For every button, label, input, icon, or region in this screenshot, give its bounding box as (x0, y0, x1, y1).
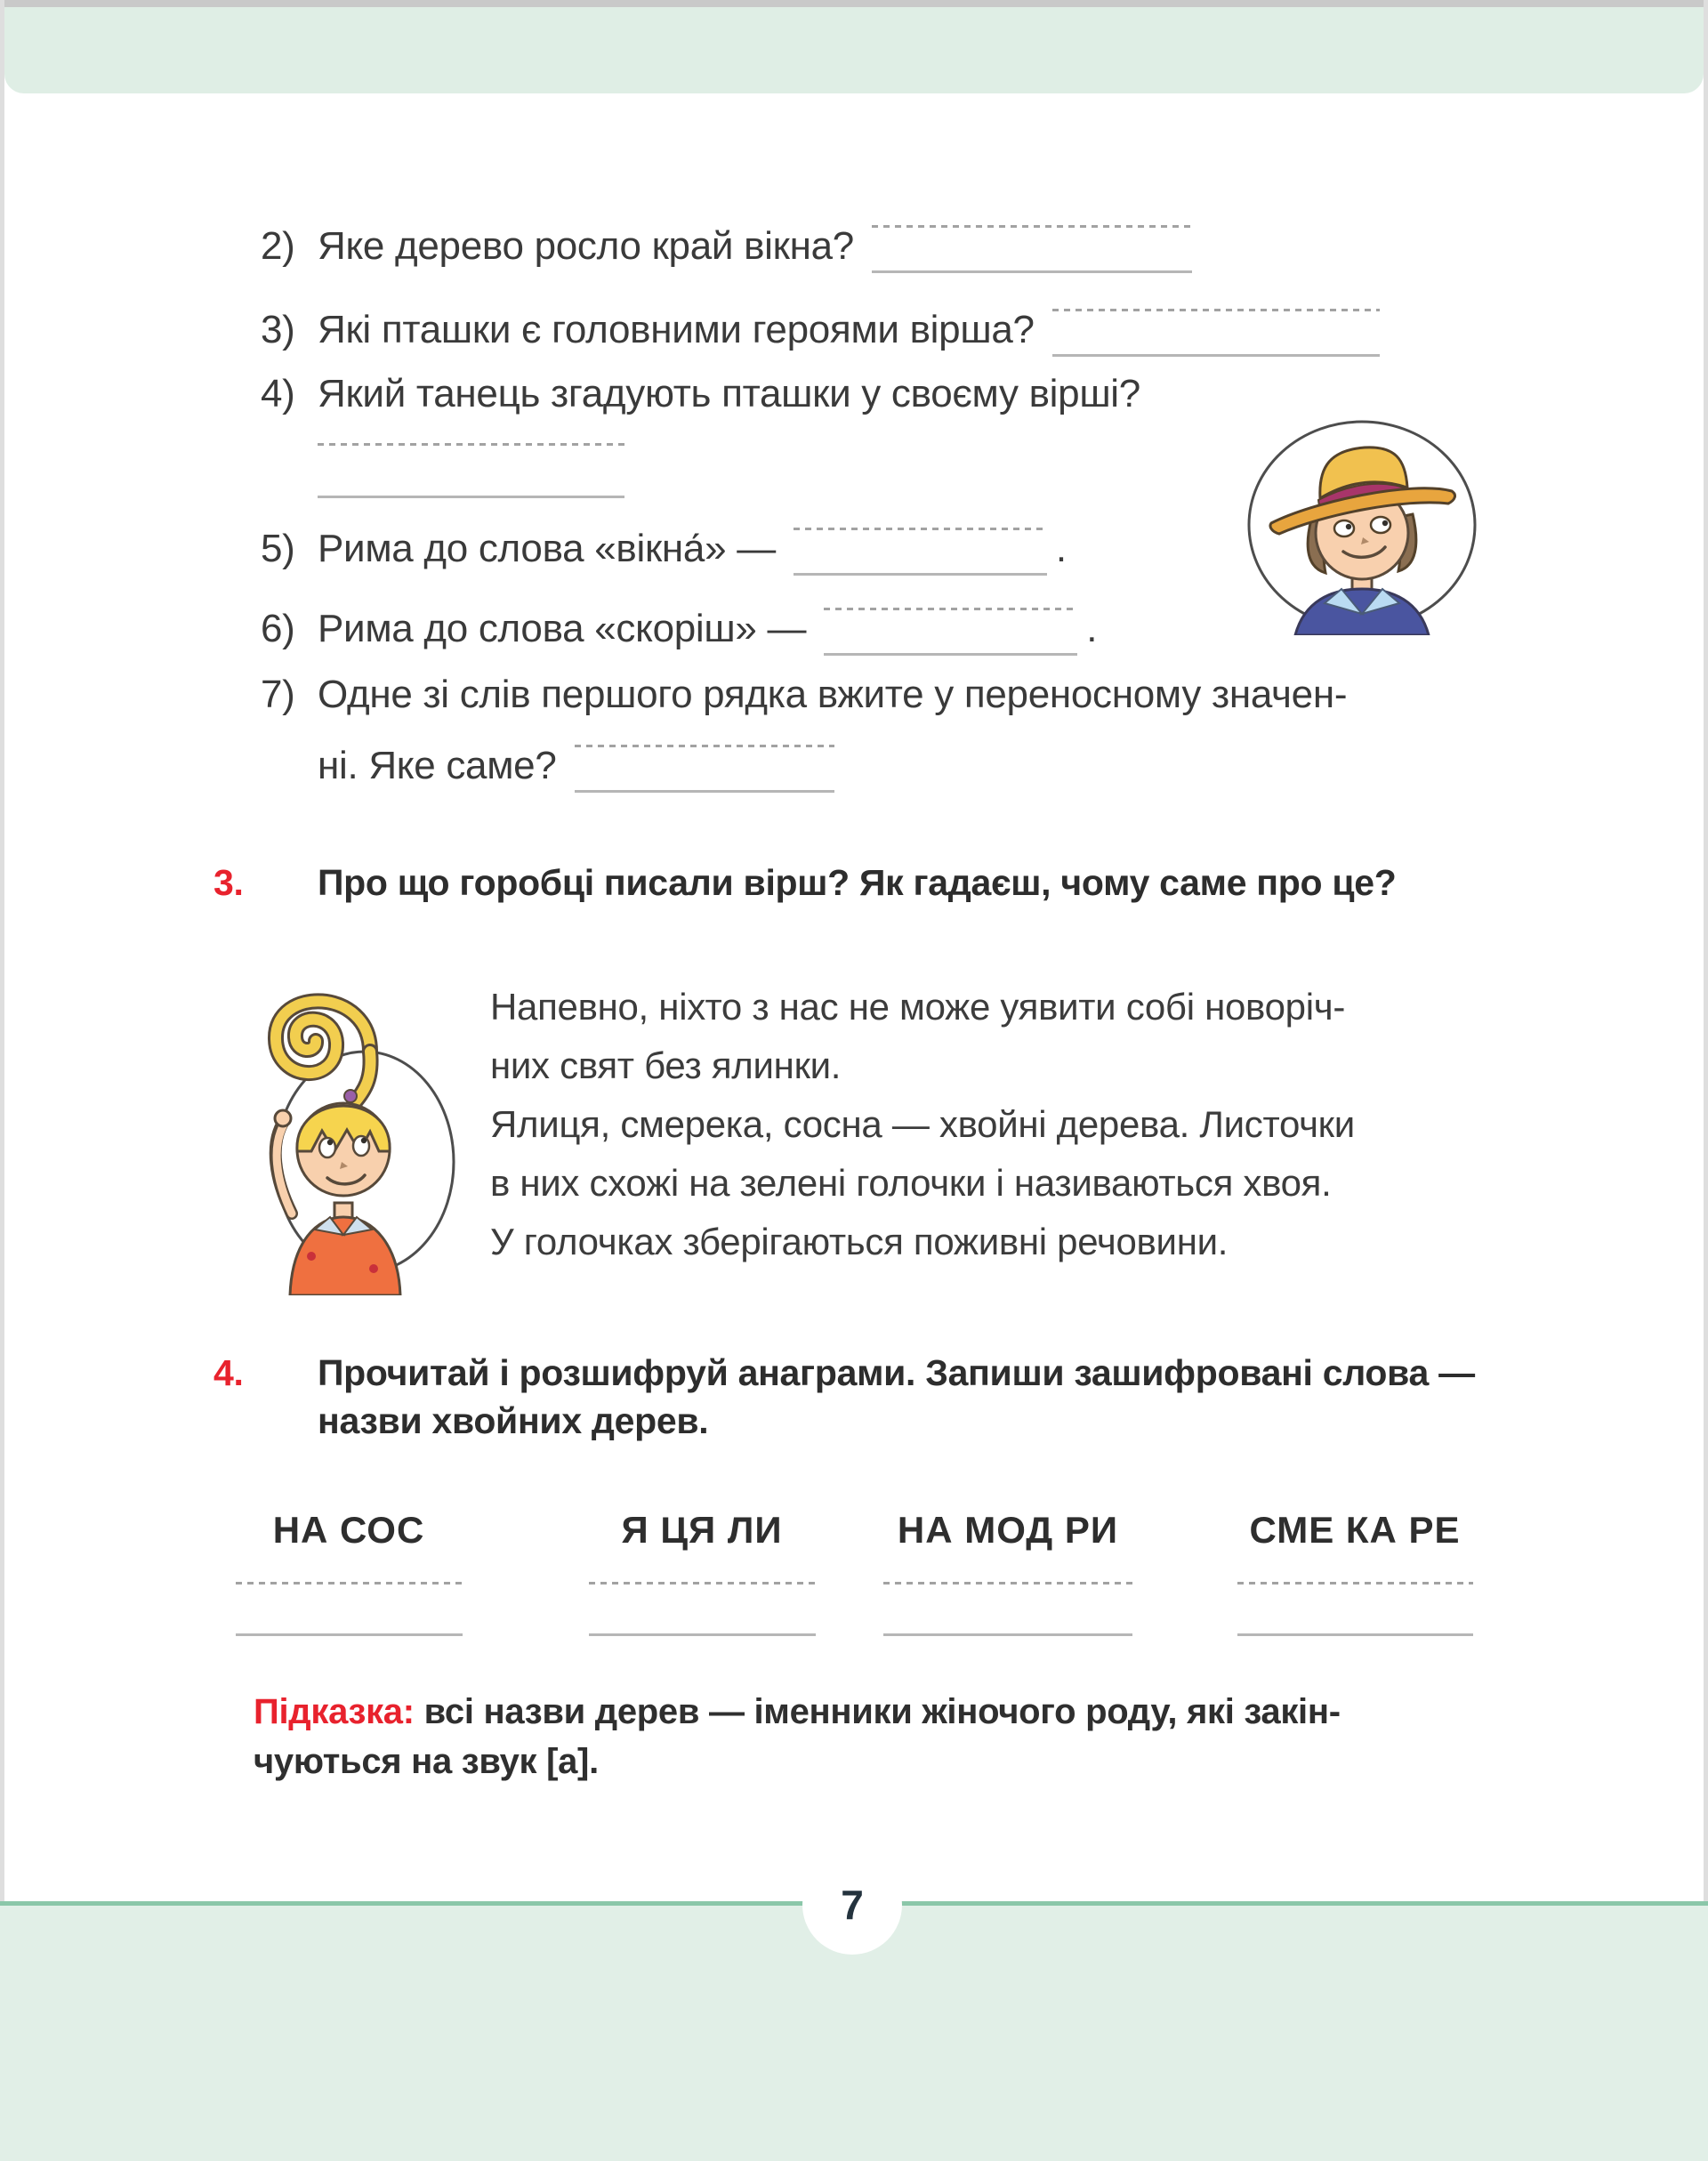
question-number: 6) (261, 607, 295, 650)
question-text: Які пташки є головними героями вірша? (318, 308, 1035, 351)
boy-illustration (1242, 415, 1482, 635)
question-7-continuation (318, 740, 1581, 793)
anagram-word: СМЕ КА РЕ (1249, 1509, 1461, 1551)
question-text: Одне зі слів першого рядка вжите у переносному значен- (318, 673, 1348, 716)
info-line: У голочках зберігаються поживні речовини. (490, 1221, 1229, 1262)
anagram-column (857, 1505, 1159, 1636)
answer-line[interactable] (1052, 309, 1380, 357)
scan-edge-right (1704, 0, 1708, 2161)
question-text: Рима до слова «вікна́» — (318, 527, 776, 570)
task-title-continuation: назви хвойних дерев. (318, 1400, 709, 1441)
anagram-word: НА МОД РИ (897, 1509, 1119, 1551)
question-3-row (261, 304, 1524, 357)
question-text: Рима до слова «скоріш» — (318, 607, 807, 650)
answer-line[interactable] (1237, 1633, 1473, 1636)
girl-illustration (238, 947, 461, 1295)
question-number: 4) (261, 372, 295, 415)
sentence-period: . (1055, 527, 1067, 570)
scan-edge-top (0, 0, 1708, 7)
question-text: Який танець згадують пташки у своєму вірші? (318, 372, 1140, 415)
question-number: 2) (261, 224, 295, 268)
task-number: 4. (214, 1352, 244, 1393)
answer-line[interactable] (318, 443, 624, 498)
question-text: ні. Яке саме? (318, 744, 557, 787)
task-3-heading (214, 859, 1512, 907)
hint-text: всі назви дерев — іменники жіночого роду, які закін- (423, 1692, 1341, 1731)
hint-label: Підказка: (254, 1692, 415, 1731)
answer-line[interactable] (872, 225, 1192, 273)
info-paragraph (490, 978, 1355, 1271)
question-text: Яке дерево росло край вікна? (318, 224, 854, 268)
anagram-column (568, 1505, 835, 1636)
anagram-column (215, 1505, 482, 1636)
page-number: 7 (841, 1882, 864, 1928)
answer-guide-line[interactable] (1237, 1582, 1473, 1584)
sentence-period: . (1086, 607, 1098, 650)
answer-line[interactable] (589, 1633, 816, 1636)
answer-line[interactable] (794, 528, 1047, 576)
question-2-row (261, 221, 1524, 273)
page-number-circle (802, 1855, 902, 1955)
scan-edge-left (0, 0, 4, 2161)
question-number: 7) (261, 673, 295, 716)
anagram-column (1213, 1505, 1497, 1636)
answer-line[interactable] (883, 1633, 1132, 1636)
info-line: в них схожі на зелені голочки і називаються хвоя. (490, 1162, 1332, 1204)
task-number: 3. (214, 862, 244, 903)
hint-text-continuation: чуються на звук [а]. (254, 1742, 599, 1781)
hint-block (254, 1687, 1517, 1786)
question-7-row (261, 669, 1524, 721)
question-number: 5) (261, 527, 295, 570)
anagram-word: НА СОС (272, 1509, 425, 1551)
answer-line[interactable] (824, 608, 1077, 656)
anagram-word: Я ЦЯ ЛИ (621, 1509, 783, 1551)
answer-line[interactable] (575, 745, 834, 793)
question-4-row (261, 368, 1524, 420)
task-4-heading (214, 1349, 1512, 1445)
answer-guide-line[interactable] (589, 1582, 816, 1584)
top-green-band (4, 7, 1704, 93)
answer-guide-line[interactable] (236, 1582, 463, 1584)
info-line: них свят без ялинки. (490, 1044, 842, 1086)
answer-guide-line[interactable] (883, 1582, 1132, 1584)
answer-line[interactable] (236, 1633, 463, 1636)
task-title: Прочитай і розшифруй анаграми. Запиши зашифровані слова — (318, 1352, 1475, 1393)
info-line: Ялиця, смерека, сосна — хвойні дерева. Листочки (490, 1103, 1355, 1145)
info-line: Напевно, ніхто з нас не може уявити собі новоріч- (490, 986, 1346, 1028)
task-title: Про що горобці писали вірш? Як гадаєш, чому саме про це? (318, 862, 1397, 903)
question-number: 3) (261, 308, 295, 351)
